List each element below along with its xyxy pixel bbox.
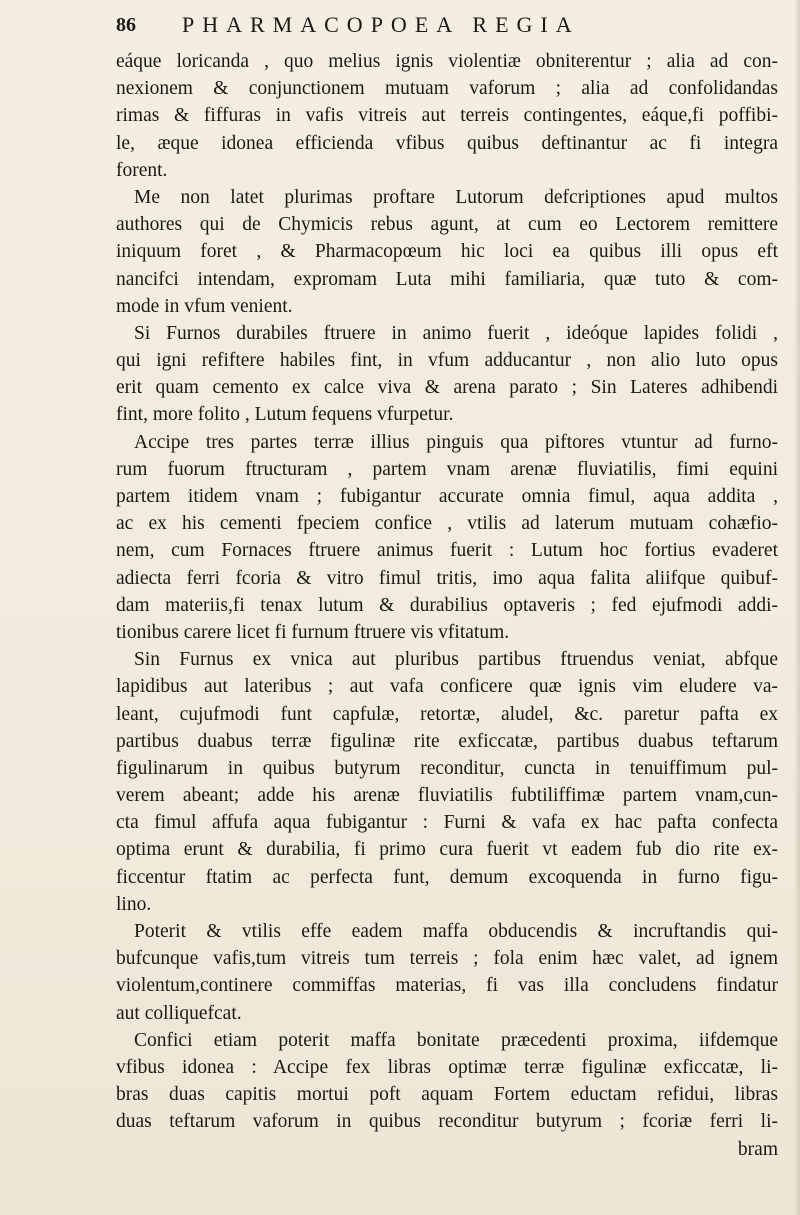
text-line: nexionem & conjunctionem mutuam vaforum ; alia ad confolidandas (116, 78, 778, 100)
text-line: optima erunt & durabilia, fi primo cura fuerit vt eadem fub dio rite ex- (116, 839, 778, 861)
catchword: bram (737, 1138, 778, 1160)
text-line: fint, more folito , Lutum fequens vfurpetur. (116, 404, 454, 426)
running-title: PHARMACOPOEA REGIA (182, 12, 580, 37)
text-line: vfibus idonea : Accipe fex libras optimæ terræ figulinæ exficcatæ, li- (116, 1056, 778, 1078)
text-line: partibus duabus terræ figulinæ rite exficcatæ, partibus duabus teftarum (116, 730, 778, 752)
text-line: aut colliquefcat. (116, 1002, 242, 1024)
paragraph-start: Si Furnos durabiles ftruere in animo fuerit , ideóque lapides folidi , (134, 322, 778, 344)
text-line: ac ex his cementi fpeciem confice , vtilis ad laterum mutuam cohæfio- (116, 513, 778, 535)
text-line: qui igni refiftere habiles fint, in vfum adducantur , non alio luto opus (116, 350, 778, 372)
text-line: duas teftarum vaforum in quibus reconditur butyrum ; fcoriæ ferri li- (116, 1111, 778, 1133)
text-line: violentum,continere commiffas materias, fi vas illa concludens findatur (116, 975, 778, 997)
text-line: erit quam cemento ex calce viva & arena parato ; Sin Lateres adhibendi (116, 377, 778, 399)
text-line: bras duas capitis mortui poft aquam Fortem eductam refidui, libras (116, 1084, 778, 1106)
text-line: adiecta ferri fcoria & vitro fimul tritis, imo aqua falita aliifque quibuf- (116, 567, 778, 589)
text-line: ficcentur ftatim ac perfecta funt, demum excoquenda in furno figu- (116, 866, 778, 888)
page-number: 86 (116, 14, 136, 36)
text-line: lino. (116, 893, 152, 915)
text-line: lapidibus aut lateribus ; aut vafa conficere quæ ignis vim eludere va- (116, 676, 778, 698)
paragraph-start: Sin Furnus ex vnica aut pluribus partibus ftruendus veniat, abfque (134, 649, 778, 671)
text-line: cta fimul affufa aqua fubigantur : Furni & vafa ex hac pafta confecta (116, 812, 778, 834)
paragraph-start: Me non latet plurimas proftare Lutorum defcriptiones apud multos (134, 186, 778, 208)
text-line: iniquum foret , & Pharmacopœum hic loci ea quibus illi opus eft (116, 241, 778, 263)
text-line: mode in vfum venient. (116, 295, 293, 317)
body-text (116, 48, 778, 1163)
text-line: forent. (116, 159, 168, 181)
text-line: verem abeant; adde his arenæ fluviatilis fubtiliffimæ partem vnam,cun- (116, 785, 778, 807)
text-line: leant, cujufmodi funt capfulæ, retortæ, aludel, &c. paretur pafta ex (116, 703, 778, 725)
text-line: authores qui de Chymicis rebus agunt, at cum eo Lectorem remittere (116, 214, 778, 236)
paragraph-start: Accipe tres partes terræ illius pinguis qua piftores vtuntur ad furno- (134, 431, 778, 453)
text-line: figulinarum in quibus butyrum reconditur, cuncta in tenuiffimum pul- (116, 757, 778, 779)
text-line: partem itidem vnam ; fubigantur accurate omnia fimul, aqua addita , (116, 486, 778, 507)
paragraph-start: Poterit & vtilis effe eadem maffa obducendis & incruftandis qui- (134, 921, 778, 942)
text-line: rimas & fiffuras in vafis vitreis aut terreis contingentes, eáque,fi poffibi- (116, 105, 778, 127)
page-header (116, 12, 776, 46)
text-line: dam materiis,fi tenax lutum & durabilius optaveris ; fed ejufmodi addi- (116, 594, 778, 616)
text-line: nancifci intendam, expromam Luta mihi familiaria, quæ tuto & com- (116, 268, 778, 290)
text-line: bufcunque vafis,tum vitreis tum terreis ; fola enim hæc valet, ad ignem (116, 948, 778, 970)
text-line: tionibus carere licet fi furnum ftruere vis vfitatum. (116, 621, 510, 643)
text-line: rum fuorum ftructuram , partem vnam arenæ fluviatilis, fimi equini (116, 458, 778, 480)
page-edge-shadow (794, 0, 800, 1215)
paragraph-start: Confici etiam poterit maffa bonitate præcedenti proxima, iifdemque (134, 1029, 778, 1051)
text-line: le, æque idonea efficienda vfibus quibus deftinantur ac fi integra (116, 132, 778, 154)
text-line: eáque loricanda , quo melius ignis violentiæ obniterentur ; alia ad con- (116, 51, 778, 72)
text-line: nem, cum Fornaces ftruere animus fuerit : Lutum hoc fortius evaderet (116, 540, 778, 562)
